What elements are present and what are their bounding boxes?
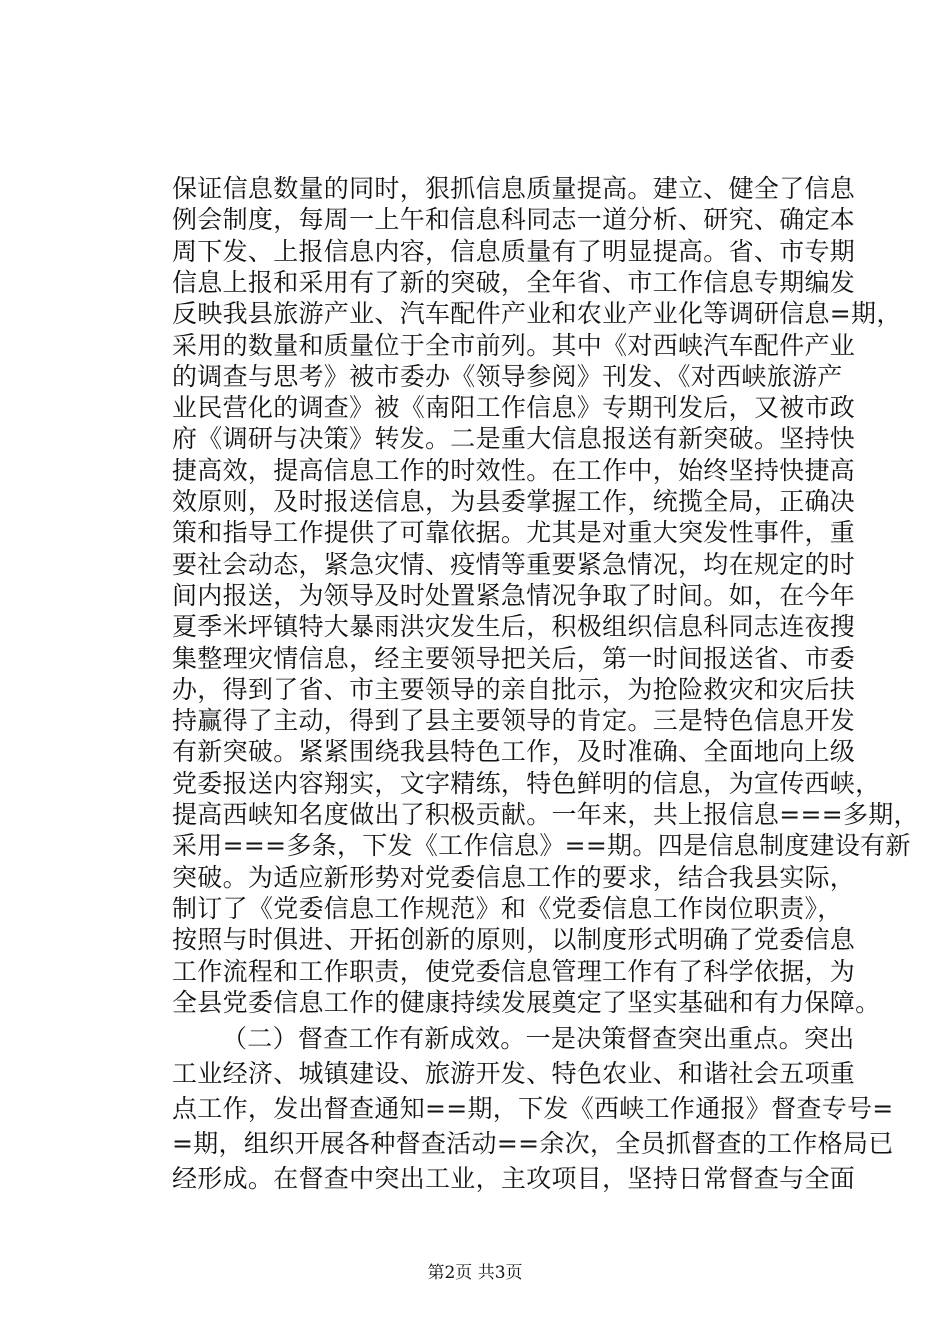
text-line: 间内报送，为领导及时处置紧急情况争取了时间。如，在今年 xyxy=(172,580,856,610)
text-line: 制订了《党委信息工作规范》和《党委信息工作岗位职责》， xyxy=(172,893,843,923)
text-line: 有新突破。紧紧围绕我县特色工作，及时准确、全面地向上级 xyxy=(172,737,856,767)
text-line: 集整理灾情信息，经主要领导把关后，第一时间报送省、市委 xyxy=(172,643,856,673)
text-line: 工作流程和工作职责，使党委信息管理工作有了科学依据，为 xyxy=(172,956,856,986)
text-line: 夏季米坪镇特大暴雨洪灾发生后，积极组织信息科同志连夜搜 xyxy=(172,612,856,642)
text-line: 采用的数量和质量位于全市前列。其中《对西峡汽车配件产业 xyxy=(172,330,856,360)
text-line: （二）督查工作有新成效。一是决策督查突出重点。突出 xyxy=(222,1024,855,1053)
text-line: 要社会动态，紧急灾情、疫情等重要紧急情况，均在规定的时 xyxy=(172,549,856,579)
text-line: 例会制度，每周一上午和信息科同志一道分析、研究、确定本 xyxy=(172,205,856,235)
text-line: 工业经济、城镇建设、旅游开发、特色农业、和谐社会五项重 xyxy=(172,1059,856,1088)
text-line: 业民营化的调查》被《南阳工作信息》专期刊发后，又被市政 xyxy=(172,393,856,423)
text-line: 按照与时俱进、开拓创新的原则，以制度形式明确了党委信息 xyxy=(172,925,856,955)
page-footer xyxy=(0,1262,950,1284)
text-line: 信息上报和采用有了新的突破，全年省、市工作信息专期编发 xyxy=(172,267,856,297)
text-line: 的调查与思考》被市委办《领导参阅》刊发、《对西峡旅游产 xyxy=(172,361,843,391)
text-line: 持赢得了主动，得到了县主要领导的肯定。三是特色信息开发 xyxy=(172,706,856,736)
text-line: =期，组织开展各种督查活动==余次，全员抓督查的工作格局已 xyxy=(172,1129,894,1158)
text-line: 经形成。在督查中突出工业，主攻项目，坚持日常督查与全面 xyxy=(172,1164,856,1193)
text-line: 策和指导工作提供了可靠依据。尤其是对重大突发性事件，重 xyxy=(172,518,856,548)
text-line: 采用===多条，下发《工作信息》==期。四是信息制度建设有新 xyxy=(172,831,911,861)
text-line: 捷高效，提高信息工作的时效性。在工作中，始终坚持快捷高 xyxy=(172,455,856,485)
text-line: 效原则，及时报送信息，为县委掌握工作，统揽全局，正确决 xyxy=(172,487,856,516)
text-line: 点工作，发出督查通知==期，下发《西峡工作通报》督查专号= xyxy=(172,1094,894,1123)
text-line: 府《调研与决策》转发。二是重大信息报送有新突破。坚持快 xyxy=(172,424,856,454)
text-line: 反映我县旅游产业、汽车配件产业和农业产业化等调研信息=期， xyxy=(172,299,902,329)
text-line: 突破。为适应新形势对党委信息工作的要求，结合我县实际， xyxy=(172,862,856,892)
text-line: 全县党委信息工作的健康持续发展奠定了坚实基础和有力保障。 xyxy=(172,987,881,1017)
text-line: 提高西峡知名度做出了积极贡献。一年来，共上报信息===多期， xyxy=(172,800,919,829)
text-line: 周下发、上报信息内容，信息质量有了明显提高。省、市专期 xyxy=(172,236,856,266)
page-number: 第2页 共3页 xyxy=(427,1263,523,1283)
text-line: 办，得到了省、市主要领导的亲自批示，为抢险救灾和灾后扶 xyxy=(172,674,856,704)
text-line: 党委报送内容翔实，文字精练，特色鲜明的信息，为宣传西峡， xyxy=(172,768,881,798)
text-line: 保证信息数量的同时，狠抓信息质量提高。建立、健全了信息 xyxy=(172,174,856,203)
